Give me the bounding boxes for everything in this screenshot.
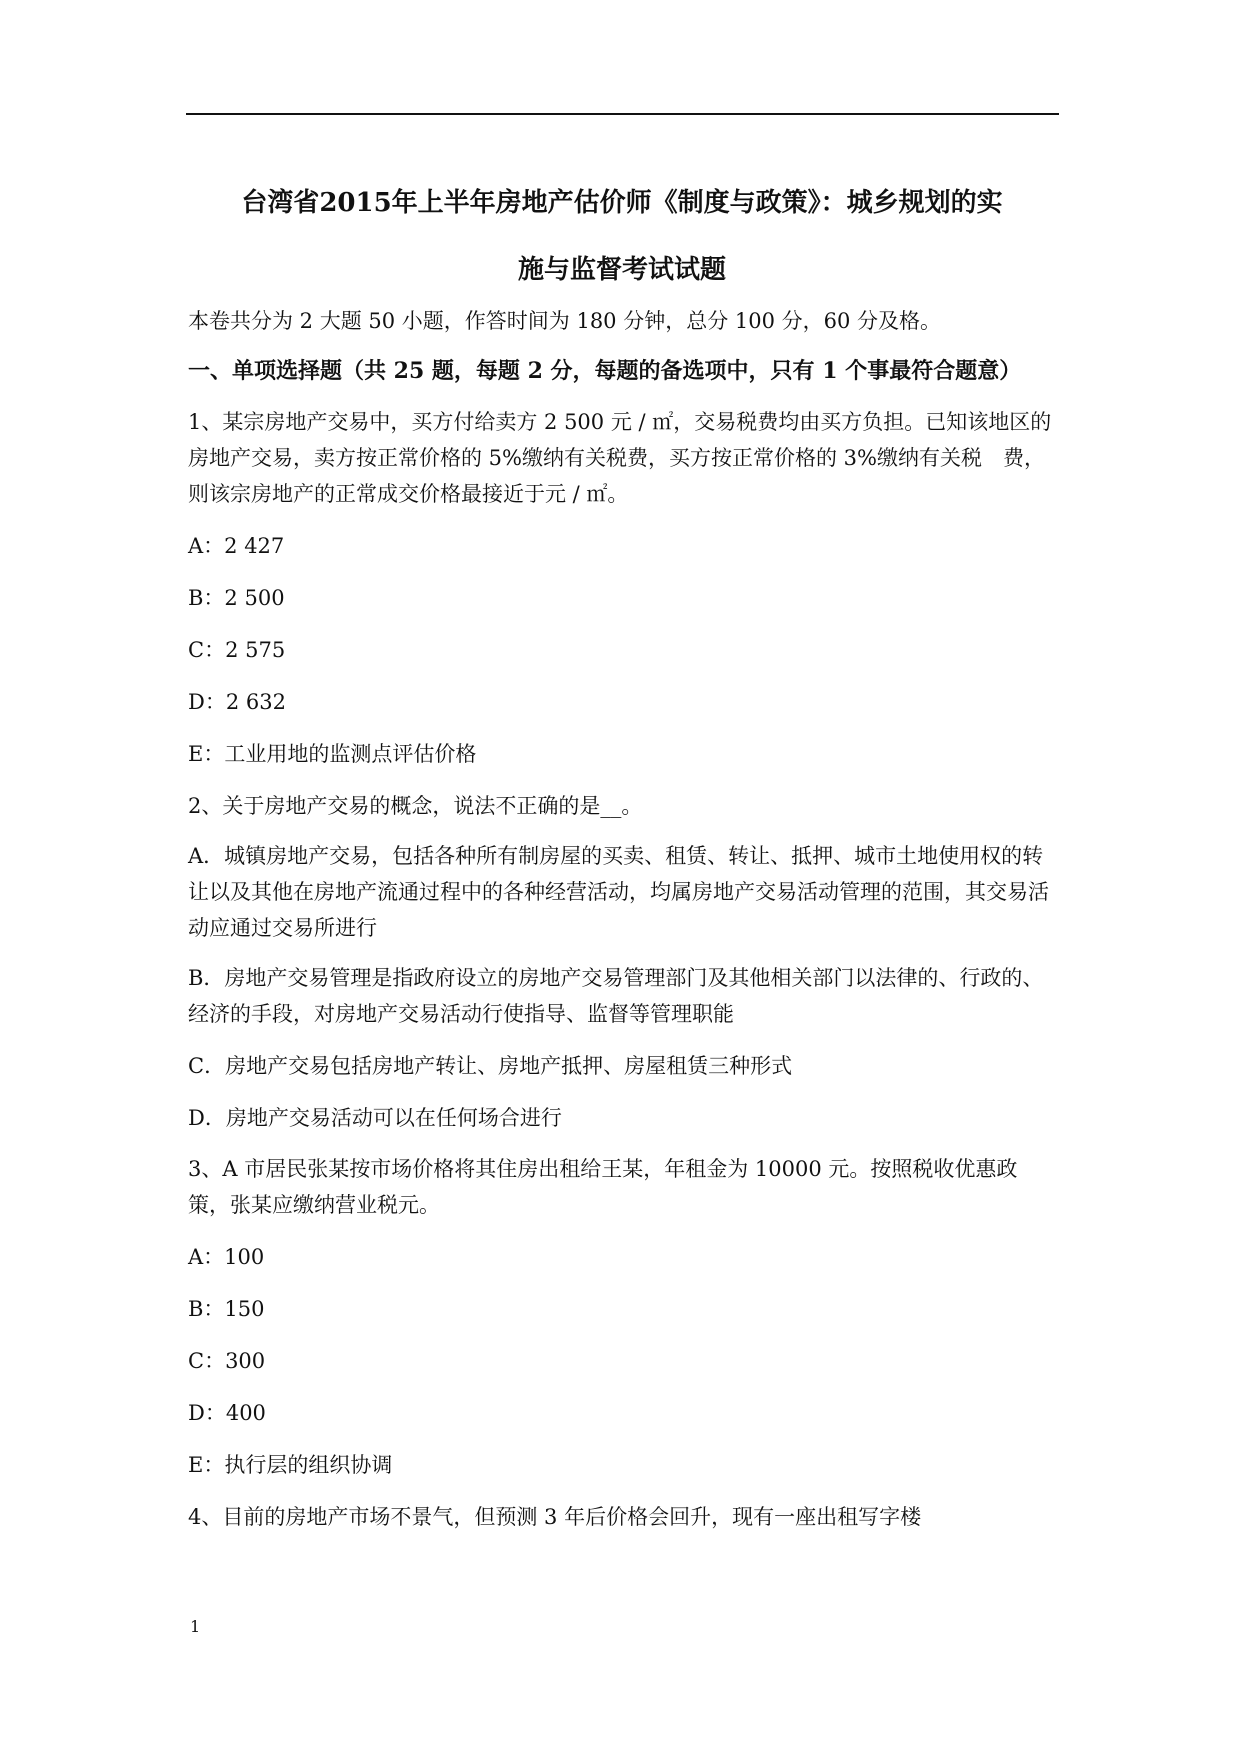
question-3-option-b: B：150: [188, 1297, 265, 1321]
page-number: 1: [190, 1617, 201, 1636]
question-1-option-d: D：2 632: [188, 690, 286, 714]
question-1-option-e: E：工业用地的监测点评估价格: [188, 742, 477, 766]
question-1-stem: 1、某宗房地产交易中，买方付给卖方 2 500 元 / ㎡，交易税费均由买方负担。已知该地区的房地产交易，卖方按正常价格的 5%缴纳有关税费，买方按正常价格的 3%缴纳有关税 费，则该宗房地产的正常成交价格最接近于元 / ㎡。: [188, 410, 1052, 506]
question-2-option-c: C．房地产交易包括房地产转让、房地产抵押、房屋租赁三种形式: [188, 1054, 793, 1078]
question-3-stem: 3、A 市居民张某按市场价格将其住房出租给王某，年租金为 10000 元。按照税收优惠政策，张某应缴纳营业税元。: [188, 1157, 1018, 1217]
header-rule: [186, 113, 1059, 115]
question-1-option-a: A：2 427: [188, 534, 285, 558]
question-3-option-a: A：100: [188, 1245, 265, 1269]
question-1-option-b: B：2 500: [188, 586, 285, 610]
document-body: [188, 185, 1056, 1535]
question-4-stem: 4、目前的房地产市场不景气，但预测 3 年后价格会回升，现有一座出租写字楼: [188, 1505, 922, 1529]
question-2-option-a: A．城镇房地产交易，包括各种所有制房屋的买卖、租赁、转让、抵押、城市土地使用权的转让以及其他在房地产流通过程中的各种经营活动，均属房地产交易活动管理的范围，其交易活动应通过交易所进行: [188, 844, 1049, 940]
title-line-2: 施与监督考试试题: [517, 255, 726, 285]
question-1-option-c: C：2 575: [188, 638, 286, 662]
document-title: [188, 185, 1056, 288]
exam-intro: 本卷共分为 2 大题 50 小题，作答时间为 180 分钟，总分 100 分，60 分及格。: [188, 309, 942, 333]
question-2-option-b: B．房地产交易管理是指政府设立的房地产交易管理部门及其他相关部门以法律的、行政的、经济的手段，对房地产交易活动行使指导、监督等管理职能: [188, 966, 1044, 1026]
title-line-1: 台湾省2015年上半年房地产估价师《制度与政策》：城乡规划的实: [241, 188, 1003, 218]
question-3-option-c: C：300: [188, 1349, 266, 1373]
section-heading: 一、单项选择题（共 25 题，每题 2 分，每题的备选项中，只有 1 个事最符合题意）: [188, 358, 1022, 384]
question-2-stem: 2、关于房地产交易的概念，说法不正确的是__。: [188, 794, 643, 818]
question-2-option-d: D．房地产交易活动可以在任何场合进行: [188, 1106, 562, 1130]
question-3-option-e: E：执行层的组织协调: [188, 1453, 393, 1477]
question-3-option-d: D：400: [188, 1401, 266, 1425]
